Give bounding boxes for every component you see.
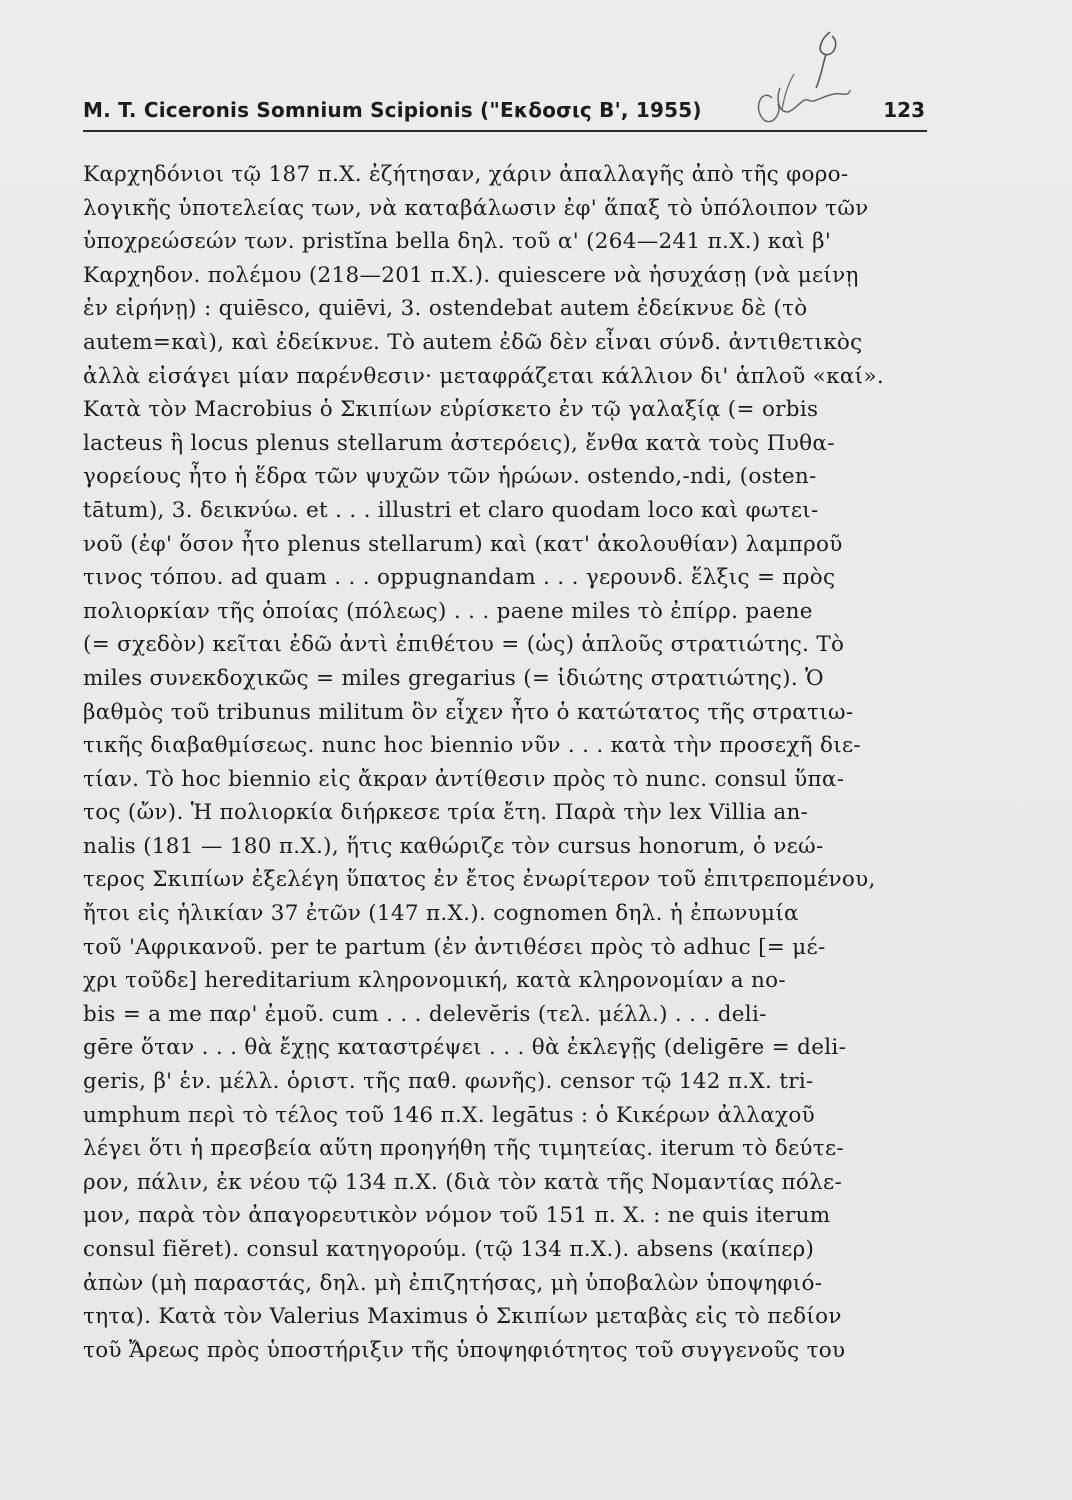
text-line: μον, παρὰ τὸν ἀπαγορευτικὸν νόμον τοῦ 151 π. Χ. : ne quis iterum bbox=[83, 1203, 831, 1229]
text-line: ἐν εἰρήνῃ) : quiēsco, quiēvi, 3. ostendebat autem ἐδείκνυε δὲ (τὸ bbox=[83, 296, 808, 322]
text-line: lacteus ἢ locus plenus stellarum ἀστερόεις), ἔνθα κατὰ τοὺς Πυθα- bbox=[83, 430, 835, 456]
text-line: βαθμὸς τοῦ tribunus militum ὃν εἶχεν ἦτο ὁ κατώτατος τῆς στρατιω- bbox=[83, 699, 854, 725]
text-line: ἤτοι εἰς ἡλικίαν 37 ἐτῶν (147 π.Χ.). cognomen δηλ. ἡ ἐπωνυμία bbox=[83, 901, 799, 927]
header-title: M. T. Ciceronis Somnium Scipionis ("Εκδοσις Β', 1955) bbox=[83, 98, 702, 122]
text-line: Καρχηδόνιοι τῷ 187 π.Χ. ἐζήτησαν, χάριν ἀπαλλαγῆς ἀπὸ τῆς φορο- bbox=[83, 162, 849, 187]
text-line: gēre ὅταν . . . θὰ ἔχῃς καταστρέψει . . . θὰ ἐκλεγῇς (deligēre = deli- bbox=[83, 1035, 847, 1061]
text-line: miles συνεκδοχικῶς = miles gregarius (= ἰδιώτης στρατιώτης). Ὁ bbox=[83, 665, 824, 691]
handwritten-signature bbox=[742, 28, 852, 123]
text-line: τερος Σκιπίων ἐξελέγη ὕπατος ἐν ἔτος ἐνωρίτερον τοῦ ἐπιτρεπομένου, bbox=[83, 867, 876, 893]
text-line: Κατὰ τὸν Macrobius ὁ Σκιπίων εὑρίσκετο ἐν τῷ γαλαξίᾳ (= orbis bbox=[83, 397, 819, 423]
text-line: Καρχηδον. πολέμου (218—201 π.Χ.). quiescere νὰ ἡσυχάσῃ (νὰ μείνῃ bbox=[83, 262, 859, 288]
text-line: nalis (181 — 180 π.Χ.), ἥτις καθώριζε τὸν cursus honorum, ὁ νεώ- bbox=[83, 833, 824, 859]
text-line: ρον, πάλιν, ἐκ νέου τῷ 134 π.Χ. (διὰ τὸν κατὰ τῆς Νομαντίας πόλε- bbox=[83, 1169, 843, 1195]
text-line: τος (ὤν). Ἡ πολιορκία διήρκεσε τρία ἔτη. Παρὰ τὴν lex Villia an- bbox=[83, 800, 809, 826]
text-line: tātum), 3. δεικνύω. et . . . illustri et claro quodam loco καὶ φωτει- bbox=[83, 497, 819, 523]
text-line: γορείους ἦτο ἡ ἕδρα τῶν ψυχῶν τῶν ἡρώων. ostendo,-ndi, (osten- bbox=[83, 464, 817, 490]
text-line: τοῦ Ἄρεως πρὸς ὑποστήριξιν τῆς ὑποψηφιότητος τοῦ συγγενοῦς του bbox=[83, 1337, 846, 1363]
page-number: 123 bbox=[883, 98, 925, 122]
text-line: bis = a me παρ' ἐμοῦ. cum . . . delevĕris (τελ. μέλλ.) . . . deli- bbox=[83, 1001, 767, 1027]
text-line: τητα). Κατὰ τὸν Valerius Maximus ὁ Σκιπίων μεταβὰς εἰς τὸ πεδίον bbox=[83, 1304, 842, 1330]
text-line: ἀλλὰ εἰσάγει μίαν παρένθεσιν· μεταφράζεται κάλλιον δι' ἁπλοῦ «καί». bbox=[83, 363, 884, 389]
text-line: τοῦ 'Αφρικανοῦ. per te partum (ἐν ἀντιθέσει πρὸς τὸ adhuc [= μέ- bbox=[83, 934, 826, 960]
text-line: umphum περὶ τὸ τέλος τοῦ 146 π.Χ. legātus : ὁ Κικέρων ἀλλαχοῦ bbox=[83, 1102, 815, 1128]
text-line: geris, β' ἑν. μέλλ. ὁριστ. τῆς παθ. φωνῆς). censor τῷ 142 π.Χ. tri- bbox=[83, 1069, 814, 1095]
text-line: λέγει ὅτι ἡ πρεσβεία αὕτη προηγήθη τῆς τιμητείας. iterum τὸ δεύτε- bbox=[83, 1136, 844, 1162]
text-line: τινος τόπου. ad quam . . . oppugnandam . . . γερουνδ. ἕλξις = πρὸς bbox=[83, 565, 836, 591]
text-line: τικῆς διαβαθμίσεως. nunc hoc biennio νῦν . . . κατὰ τὴν προσεχῆ διε- bbox=[83, 733, 861, 759]
text-line: λογικῆς ὑποτελείας των, νὰ καταβάλωσιν ἐφ' ἅπαξ τὸ ὑπόλοιπον τῶν bbox=[83, 195, 869, 221]
text-line: ὑποχρεώσεών των. pristĭna bella δηλ. τοῦ α' (264—241 π.Χ.) καὶ β' bbox=[83, 229, 832, 255]
text-line: ἀπὼν (μὴ παραστάς, δηλ. μὴ ἐπιζητήσας, μὴ ὑποβαλὼν ὑποψηφιό- bbox=[83, 1270, 823, 1296]
text-line: χρι τοῦδε] hereditarium κληρονομική, κατὰ κληρονομίαν a no- bbox=[83, 968, 786, 994]
text-line: autem=καὶ), καὶ ἐδείκνυε. Τὸ autem ἐδῶ δὲν εἶναι σύνδ. ἀντιθετικὸς bbox=[83, 329, 863, 355]
text-line: τίαν. Τὸ hoc biennio εἰς ἄκραν ἀντίθεσιν πρὸς τὸ nunc. consul ὕπα- bbox=[83, 766, 845, 792]
text-line: (= σχεδὸν) κεῖται ἐδῶ ἀντὶ ἐπιθέτου = (ὡς) ἁπλοῦς στρατιώτης. Τὸ bbox=[83, 632, 845, 658]
text-line: consul fiĕret). consul κατηγορούμ. (τῷ 134 π.Χ.). absens (καίπερ) bbox=[83, 1237, 815, 1262]
commentary-text bbox=[83, 158, 928, 1367]
text-line: νοῦ (ἐφ' ὅσον ἦτο plenus stellarum) καὶ (κατ' ἀκολουθίαν) λαμπροῦ bbox=[83, 531, 843, 557]
text-line: πολιορκίαν τῆς ὁποίας (πόλεως) . . . paene miles τὸ ἐπίρρ. paene bbox=[83, 598, 813, 624]
